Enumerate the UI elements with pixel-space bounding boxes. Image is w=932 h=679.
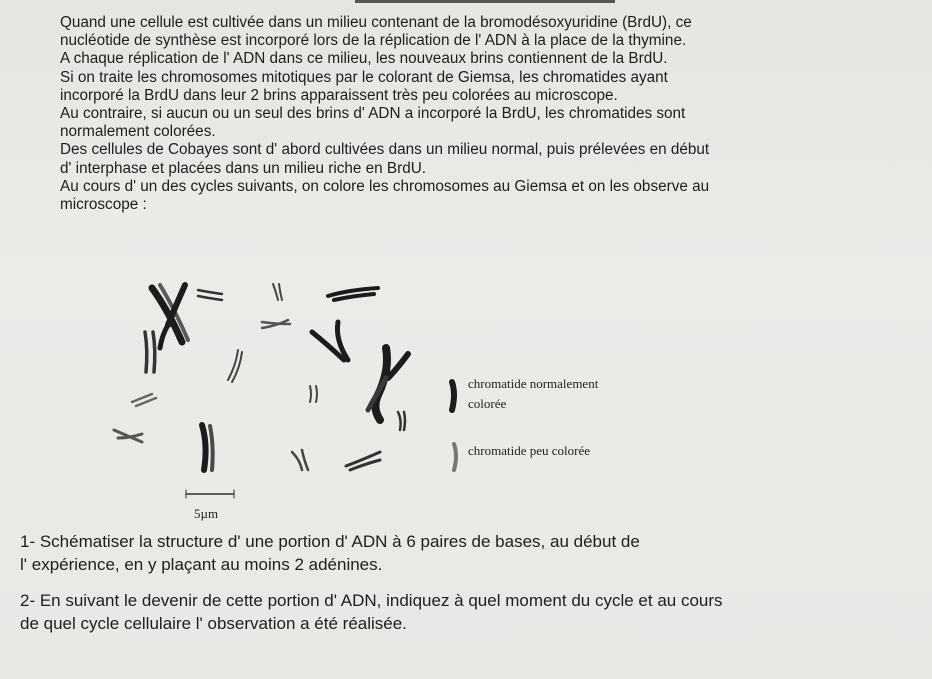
intro-line: Au cours d' un des cycles suivants, on colore les chromosomes au Giemsa et on les observe au — [60, 177, 710, 195]
intro-line: Si on traite les chromosomes mitotiques par le colorant de Giemsa, les chromatides ayant — [60, 68, 668, 86]
chromosome — [292, 450, 308, 470]
question-2-line: de quel cycle cellulaire l' observation a été réalisée. — [20, 614, 407, 633]
chromosome — [310, 386, 317, 402]
legend-icon-pale — [454, 444, 456, 470]
chromosome — [398, 412, 405, 430]
question-1-line: 1- Schématiser la structure d' une portion d' ADN à 6 paires de bases, au début de — [20, 532, 640, 551]
chromosome — [328, 288, 378, 300]
chromosome — [312, 322, 348, 360]
chromosome — [228, 350, 242, 382]
question-1 — [20, 530, 920, 576]
chromosome — [145, 332, 155, 372]
intro-text — [60, 14, 920, 214]
legend-pale-label: chromatide peu colorée — [468, 443, 590, 458]
chromosome — [114, 430, 142, 442]
chromosome — [132, 394, 156, 406]
question-2 — [20, 589, 920, 635]
legend-normal-label: chromatide normalement — [468, 376, 599, 391]
question-1-line: l' expérience, en y plaçant au moins 2 adénines. — [20, 555, 383, 574]
legend-normal-label-line2: colorée — [468, 396, 507, 411]
scale-label: 5µm — [194, 506, 219, 521]
header-underline — [355, 0, 615, 3]
question-2-line: 2- En suivant le devenir de cette portion d' ADN, indiquez à quel moment du cycle et au cours — [20, 591, 723, 610]
intro-line: incorporé la BrdU dans leur 2 brins apparaissent très peu colorées au microscope. — [60, 86, 618, 104]
legend-icon-normal — [452, 382, 454, 410]
chromosome — [273, 284, 282, 300]
chromosome — [368, 348, 408, 420]
chromosome — [346, 452, 380, 470]
intro-line: Au contraire, si aucun ou un seul des brins d' ADN a incorporé la BrdU, les chromatides sont — [60, 105, 686, 123]
chromosome — [198, 290, 222, 300]
intro-line: Des cellules de Cobayes sont d' abord cultivées dans un milieu normal, puis prélevées en début — [60, 141, 710, 159]
intro-line: A chaque réplication de l' ADN dans ce milieu, les nouveaux brins contiennent de la BrdU. — [60, 50, 668, 68]
chromosome — [262, 320, 290, 328]
intro-line: Quand une cellule est cultivée dans un milieu contenant de la bromodésoxyuridine (BrdU), ce — [60, 14, 692, 31]
intro-line: microscope : — [60, 196, 147, 214]
intro-line: nucléotide de synthèse est incorporé lors de la réplication de l' ADN à la place de la thymine. — [60, 32, 687, 50]
chromosome-figure — [90, 270, 650, 525]
header-cut-off — [0, 0, 932, 6]
chromosome — [152, 285, 188, 348]
intro-line: normalement colorées. — [60, 123, 216, 141]
chromosome — [202, 425, 213, 470]
intro-line: d' interphase et placées dans un milieu riche en BrdU. — [60, 159, 427, 177]
